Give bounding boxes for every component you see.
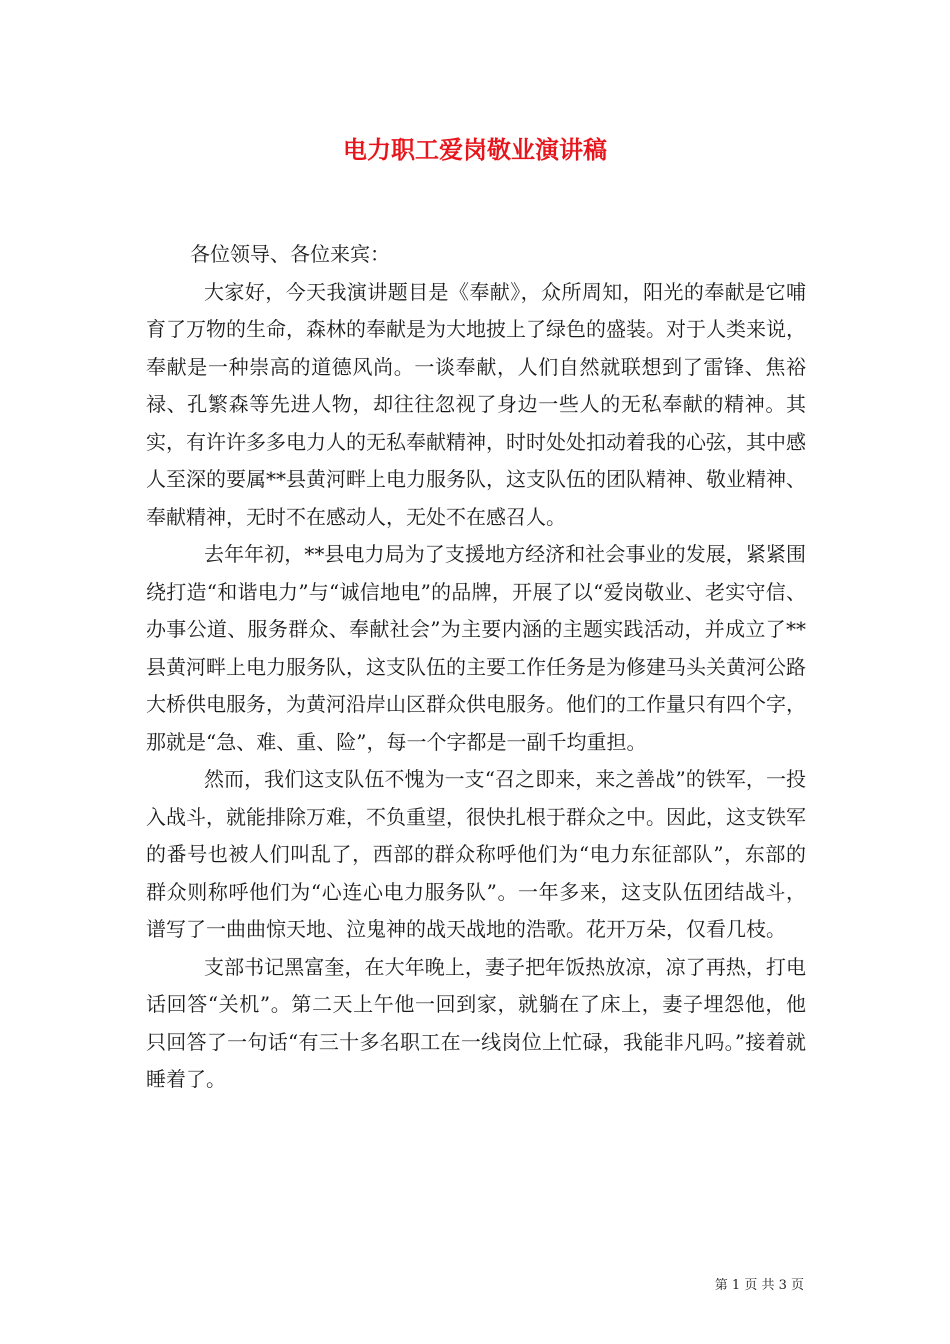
paragraph-3: 然而，我们这支队伍不愧为一支“召之即来，来之善战”的铁军，一投入战斗，就能排除万难，不负重望，很快扎根于群众之中。因此，这支铁军的番号也被人们叫乱了，西部的群众称呼他们为“电力东征部队”，东部的群众则称呼他们为“心连心电力服务队”。一年多来，这支队伍团结战斗，谱写了一曲曲惊天地、泣鬼神的战天战地的浩歌。花开万朵，仅看几枝。	[146, 767, 806, 941]
paragraph-1: 大家好，今天我演讲题目是《奉献》，众所周知，阳光的奉献是它哺育了万物的生命，森林的奉献是为大地披上了绿色的盛装。对于人类来说，奉献是一种崇高的道德风尚。一谈奉献，人们自然就联想到了雷锋、焦裕禄、孔繁森等先进人物，却往往忽视了身边一些人的无私奉献的精神。其实，有许许多多电力人的无私奉献精神，时时处处扣动着我的心弦，其中感人至深的要属**县黄河畔上电力服务队，这支队伍的团队精神、敬业精神、奉献精神，无时不在感动人，无处不在感召人。	[146, 279, 806, 529]
document-body	[146, 236, 806, 1099]
salutation: 各位领导、各位来宾：	[190, 242, 390, 266]
page-number: 第 1 页 共 3 页	[714, 1278, 804, 1293]
paragraph-4: 支部书记黑富奎，在大年晚上，妻子把年饭热放凉，凉了再热，打电话回答“关机”。第二天上午他一回到家，就躺在了床上，妻子埋怨他，他只回答了一句话“有三十多名职工在一线岗位上忙碌，我能非凡吗。”接着就睡着了。	[146, 954, 806, 1091]
paragraph-2: 去年年初，**县电力局为了支援地方经济和社会事业的发展，紧紧围绕打造“和谐电力”与“诚信地电”的品牌，开展了以“爱岗敬业、老实守信、办事公道、服务群众、奉献社会”为主要内涵的主题实践活动，并成立了**县黄河畔上电力服务队，这支队伍的主要工作任务是为修建马头关黄河公路大桥供电服务，为黄河沿岸山区群众供电服务。他们的工作量只有四个字，那就是“急、难、重、险”，每一个字都是一副千均重担。	[146, 542, 806, 754]
document-title: 电力职工爱岗敬业演讲稿	[343, 135, 607, 164]
